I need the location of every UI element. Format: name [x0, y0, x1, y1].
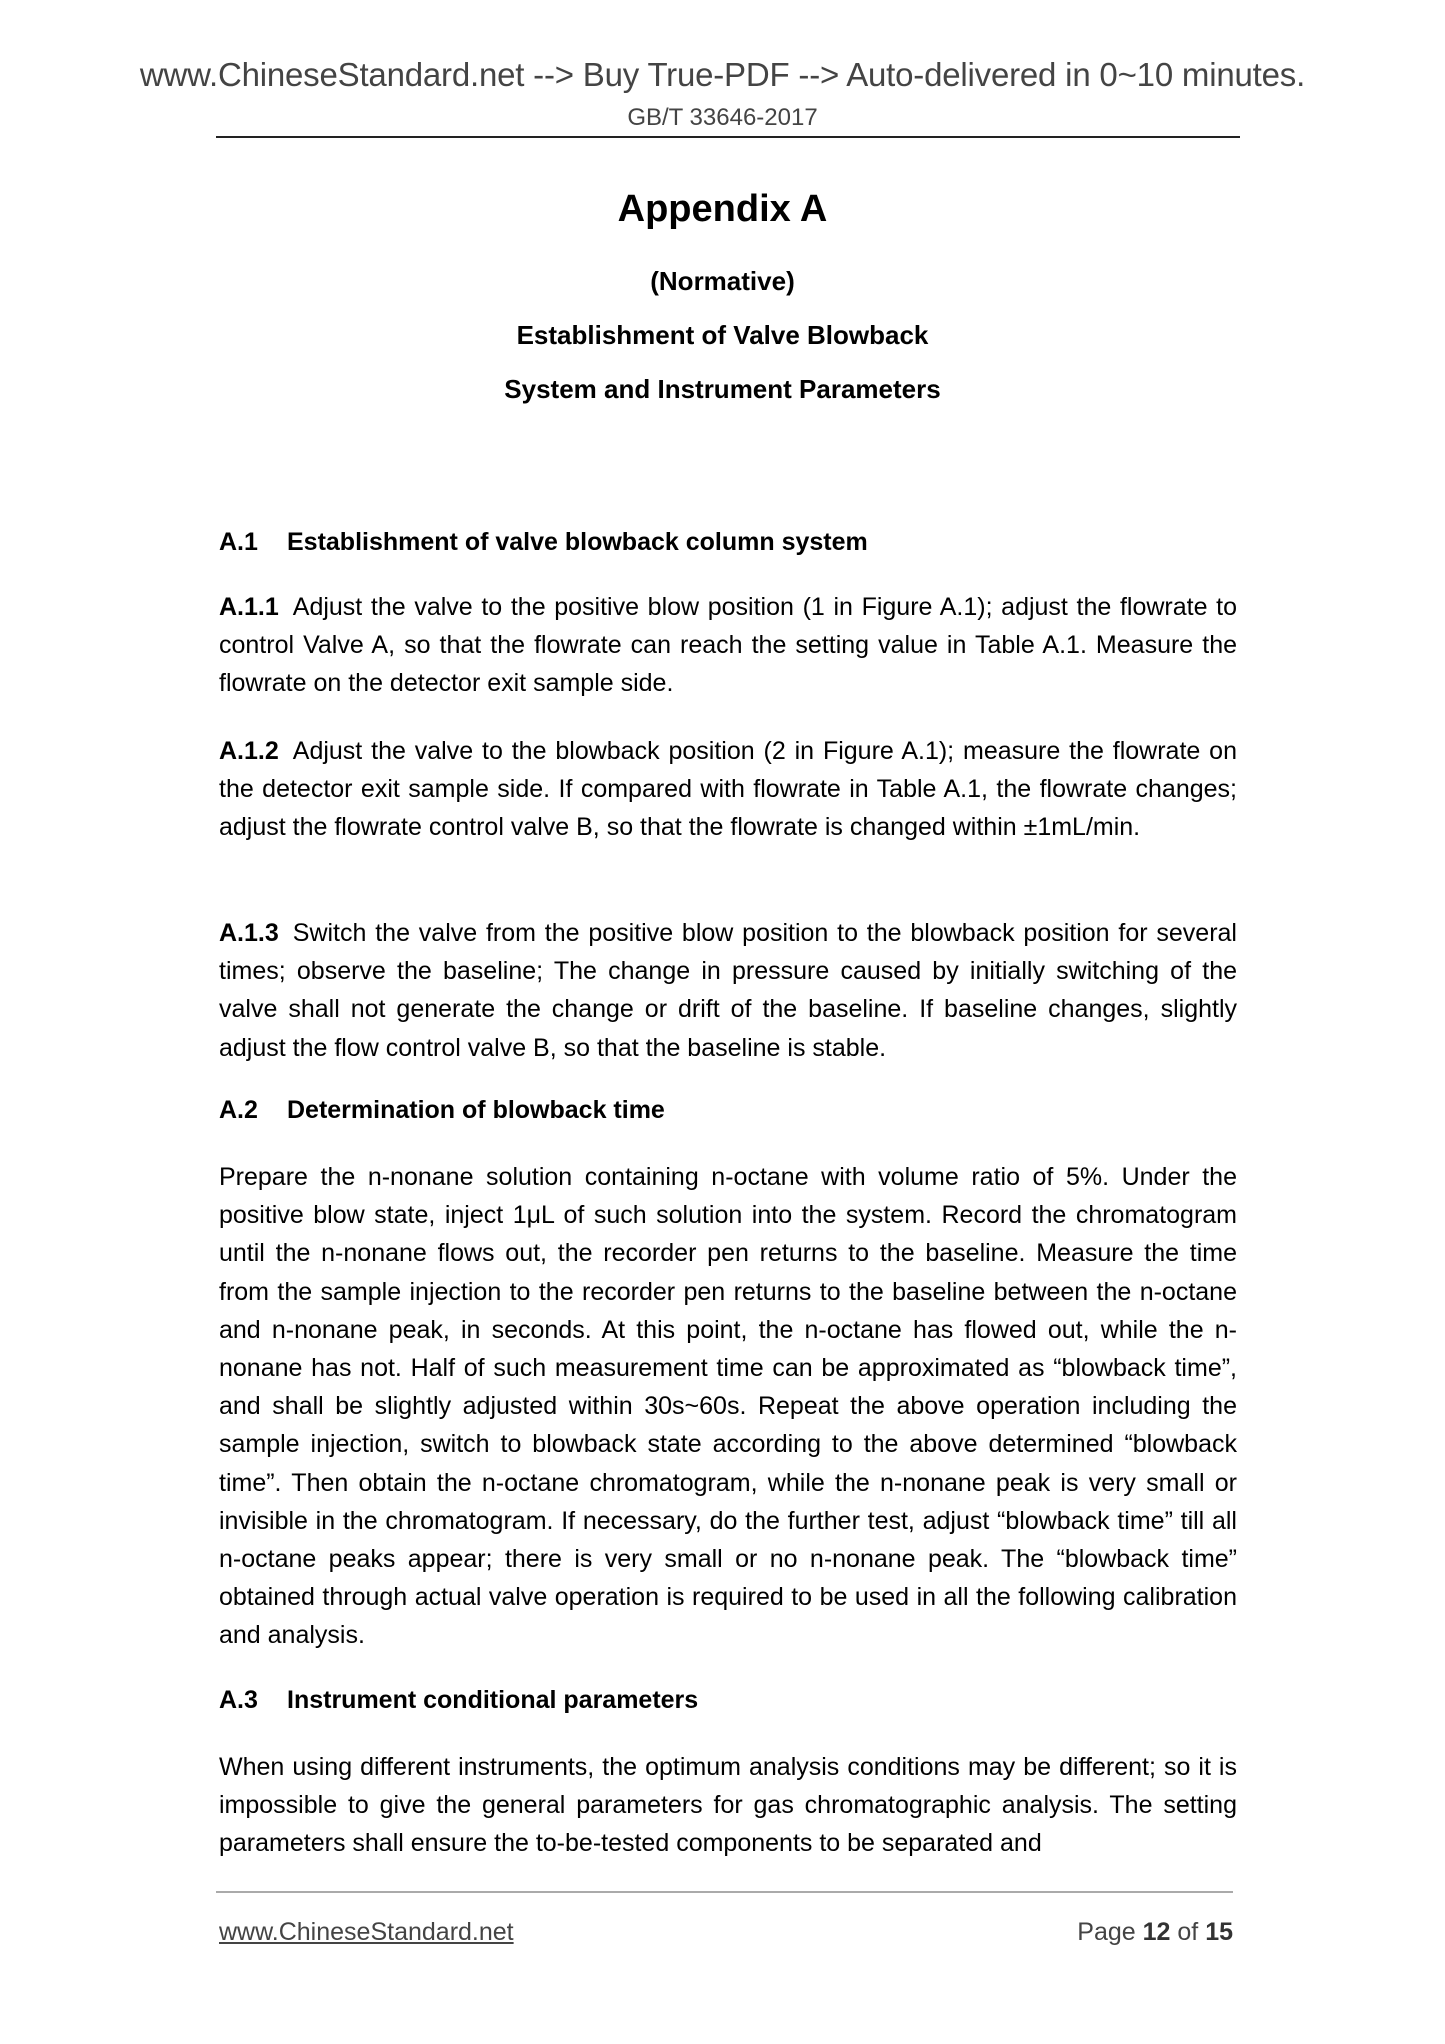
clause-a1-2: [219, 732, 1237, 847]
appendix-subtitle-line1: Establishment of Valve Blowback: [516, 320, 929, 350]
section-number: A.1: [219, 528, 258, 556]
header-divider: [216, 136, 1240, 138]
clause-number: A.1.2: [219, 737, 279, 765]
clause-number: A.1.3: [219, 919, 279, 947]
page-current: 12: [1142, 1918, 1171, 1946]
section-a3-heading: [219, 1686, 698, 1715]
page-of: of: [1177, 1918, 1199, 1946]
section-number: A.2: [219, 1096, 258, 1124]
clause-a1-1: [219, 588, 1237, 703]
clause-a1-3: [219, 914, 1237, 1067]
section-title: Determination of blowback time: [287, 1096, 665, 1124]
section-title: Establishment of valve blowback column system: [287, 528, 868, 556]
section-a1-heading: [219, 528, 868, 557]
footer-website-link[interactable]: www.ChineseStandard.net: [219, 1918, 514, 1946]
header-banner: www.ChineseStandard.net --> Buy True-PDF --> Auto-delivered in 0~10 minutes.: [139, 56, 1306, 93]
page-indicator: [1077, 1918, 1233, 1947]
clause-number: A.1.1: [219, 593, 279, 621]
section-a2-heading: [219, 1096, 665, 1125]
appendix-type: (Normative): [650, 266, 795, 296]
section-a3-body: When using different instruments, the optimum analysis conditions may be different; so it is impossible to give the general parameters for gas chromatographic analysis. The setting parameters shall ensure the to-be-tested components to be separated and: [219, 1753, 1237, 1858]
page-label: Page: [1077, 1918, 1136, 1946]
clause-text: Adjust the valve to the blowback position (2 in Figure A.1); measure the flowrate on the detector exit sample side. If compared with flowrate in Table A.1, the flowrate changes; adjust the flowrate control valve B, so that the flowrate is changed within ±1mL/min.: [219, 737, 1237, 842]
standard-code: GB/T 33646-2017: [627, 104, 818, 131]
page-total: 15: [1205, 1918, 1233, 1946]
clause-text: Adjust the valve to the positive blow position (1 in Figure A.1); adjust the flowrate to control Valve A, so that the flowrate can reach the setting value in Table A.1. Measure the flowrate on the detector exit sample side.: [219, 593, 1237, 698]
section-a2-body: Prepare the n-nonane solution containing n-octane with volume ratio of 5%. Under the positive blow state, inject 1μL of such solution into the system. Record the chromatogram until the n-nonane flows out, the recorder pen returns to the baseline. Measure the time from the sample injection to the recorder pen returns to the baseline between the n-octane and n-nonane peak, in seconds. At this point, the n-octane has flowed out, while the n-nonane has not. Half of such measurement time can be approximated as “blowback time”, and shall be slightly adjusted within 30s~60s. Repeat the above operation including the sample injection, switch to blowback state according to the above determined “blowback time”. Then obtain the n-octane chromatogram, while the n-nonane peak is very small or invisible in the chromatogram. If necessary, do the further test, adjust “blowback time” till all n-octane peaks appear; there is very small or no n-nonane peak. The “blowback time” obtained through actual valve operation is required to be used in all the following calibration and analysis.: [219, 1163, 1237, 1650]
appendix-title: Appendix A: [617, 188, 828, 230]
section-number: A.3: [219, 1686, 258, 1714]
appendix-subtitle-line2: System and Instrument Parameters: [504, 374, 941, 404]
clause-text: Switch the valve from the positive blow position to the blowback position for several times; observe the baseline; The change in pressure caused by initially switching of the valve shall not generate the change or drift of the baseline. If baseline changes, slightly adjust the flow control valve B, so that the baseline is stable.: [219, 919, 1237, 1062]
footer-divider: [216, 1891, 1233, 1893]
section-title: Instrument conditional parameters: [287, 1686, 699, 1714]
